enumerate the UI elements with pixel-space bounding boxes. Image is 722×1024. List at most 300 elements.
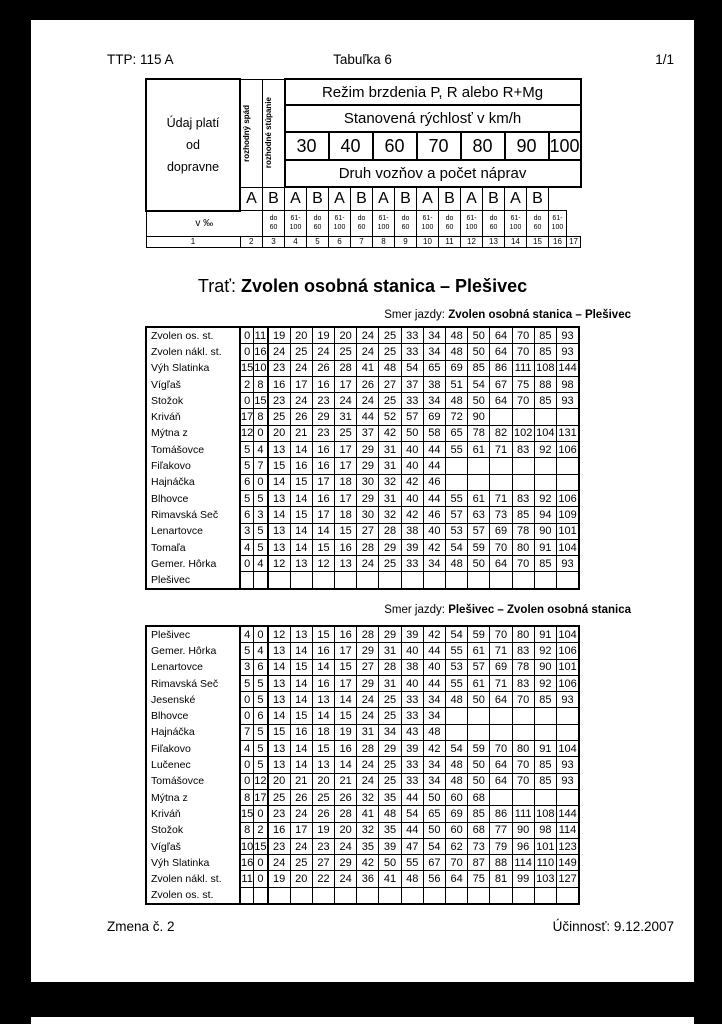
time-value: 32 xyxy=(379,507,401,523)
time-value xyxy=(512,708,534,724)
gradient-value: 5 xyxy=(240,458,254,474)
wagon-type-a: A xyxy=(329,187,351,211)
time-value: 24 xyxy=(357,757,379,773)
time-value: 14 xyxy=(312,523,334,539)
time-value: 14 xyxy=(335,692,357,708)
table-row xyxy=(146,474,579,490)
time-value: 13 xyxy=(268,757,291,773)
time-value: 78 xyxy=(512,523,534,539)
time-value: 59 xyxy=(468,626,490,643)
time-value xyxy=(534,458,556,474)
time-value: 42 xyxy=(423,626,445,643)
time-value: 103 xyxy=(534,871,556,887)
time-value: 48 xyxy=(446,692,468,708)
time-value xyxy=(512,724,534,740)
time-value: 32 xyxy=(357,789,379,805)
speed-40: 40 xyxy=(329,132,373,160)
unit-permille: v ‰ xyxy=(146,211,263,237)
time-value: 55 xyxy=(446,675,468,691)
time-value: 79 xyxy=(490,838,512,854)
time-value: 114 xyxy=(512,855,534,871)
time-value: 25 xyxy=(379,757,401,773)
gradient-value: 12 xyxy=(254,773,268,789)
column-number: 17 xyxy=(566,236,580,247)
time-value: 42 xyxy=(423,741,445,757)
station-name: Jesenské xyxy=(146,692,240,708)
time-value xyxy=(335,572,357,589)
time-value: 24 xyxy=(290,393,312,409)
time-value: 90 xyxy=(534,659,556,675)
time-value: 44 xyxy=(423,442,445,458)
time-value: 12 xyxy=(268,626,291,643)
time-value: 33 xyxy=(401,708,423,724)
axle-count-sub_b: 61- 100 xyxy=(505,211,527,237)
time-value xyxy=(446,724,468,740)
time-value: 64 xyxy=(490,773,512,789)
column-number: 1 xyxy=(146,236,240,247)
axle-count-sub_a: do 60 xyxy=(307,211,329,237)
time-value xyxy=(556,724,579,740)
druh-label: Druh vozňov a počet náprav xyxy=(285,160,581,187)
time-value xyxy=(534,474,556,490)
time-value: 44 xyxy=(423,675,445,691)
time-value: 91 xyxy=(534,741,556,757)
table-row xyxy=(146,393,579,409)
time-value: 65 xyxy=(446,425,468,441)
time-value: 30 xyxy=(357,474,379,490)
time-value: 20 xyxy=(335,327,357,344)
time-value xyxy=(468,724,490,740)
time-value: 16 xyxy=(312,442,334,458)
time-value: 93 xyxy=(556,757,579,773)
time-value xyxy=(512,409,534,425)
station-name: Lučenec xyxy=(146,757,240,773)
time-value: 24 xyxy=(290,360,312,376)
time-value: 101 xyxy=(534,838,556,854)
station-name: Gemer. Hôrka xyxy=(146,643,240,659)
time-value: 31 xyxy=(379,675,401,691)
station-name: Plešivec xyxy=(146,572,240,589)
gradient-value: 11 xyxy=(240,871,254,887)
table-row xyxy=(146,724,579,740)
time-value: 36 xyxy=(357,871,379,887)
time-value: 14 xyxy=(312,659,334,675)
wagon-type-b: B xyxy=(263,187,285,211)
column-number: 5 xyxy=(307,236,329,247)
time-value: 77 xyxy=(490,822,512,838)
time-value: 90 xyxy=(534,523,556,539)
time-value: 31 xyxy=(379,490,401,506)
station-name: Tomášovce xyxy=(146,773,240,789)
time-value: 42 xyxy=(357,855,379,871)
time-value: 93 xyxy=(556,327,579,344)
time-value: 14 xyxy=(290,675,312,691)
axle-count-sub_a: do 60 xyxy=(351,211,373,237)
time-value xyxy=(312,572,334,589)
station-name: Blhovce xyxy=(146,708,240,724)
time-value: 24 xyxy=(312,344,334,360)
station-name: Zvolen nákl. st. xyxy=(146,344,240,360)
gradient-value: 5 xyxy=(254,692,268,708)
gradient-value: 2 xyxy=(240,376,254,392)
column-number: 7 xyxy=(351,236,373,247)
time-value: 64 xyxy=(490,393,512,409)
gradient-value: 3 xyxy=(240,659,254,675)
time-value: 16 xyxy=(290,458,312,474)
time-value: 85 xyxy=(534,327,556,344)
time-value: 28 xyxy=(379,523,401,539)
time-value: 25 xyxy=(379,327,401,344)
time-value: 18 xyxy=(335,507,357,523)
time-value: 39 xyxy=(401,741,423,757)
table-row xyxy=(146,855,579,871)
table-row xyxy=(146,458,579,474)
time-value: 70 xyxy=(490,539,512,555)
table-row xyxy=(146,887,579,904)
wagon-type-a: A xyxy=(285,187,307,211)
time-value: 14 xyxy=(335,757,357,773)
time-value: 59 xyxy=(468,539,490,555)
gradient-value: 0 xyxy=(254,806,268,822)
time-value: 43 xyxy=(401,724,423,740)
time-value: 80 xyxy=(512,741,534,757)
time-value: 21 xyxy=(335,773,357,789)
time-value: 85 xyxy=(534,344,556,360)
time-value xyxy=(556,572,579,589)
gradient-value: 0 xyxy=(254,626,268,643)
time-value: 85 xyxy=(534,692,556,708)
station-name: Výh Slatinka xyxy=(146,855,240,871)
time-value xyxy=(468,708,490,724)
station-name: Fiľakovo xyxy=(146,458,240,474)
timetable-direction-1 xyxy=(145,326,580,590)
time-value: 48 xyxy=(446,556,468,572)
time-value: 17 xyxy=(335,675,357,691)
gradient-value: 7 xyxy=(254,458,268,474)
speed-80: 80 xyxy=(461,132,505,160)
station-name: Stožok xyxy=(146,822,240,838)
time-value: 48 xyxy=(446,393,468,409)
time-value xyxy=(446,708,468,724)
time-value: 33 xyxy=(401,757,423,773)
time-value: 73 xyxy=(468,838,490,854)
col-rozhodne-stupanie: rozhodné stúpanie xyxy=(264,97,273,169)
time-value: 64 xyxy=(446,871,468,887)
station-name: Zvolen nákl. st. xyxy=(146,871,240,887)
time-value xyxy=(468,474,490,490)
time-value: 16 xyxy=(335,741,357,757)
time-value: 109 xyxy=(556,507,579,523)
time-value xyxy=(446,458,468,474)
time-value: 111 xyxy=(512,360,534,376)
time-value: 24 xyxy=(335,838,357,854)
time-value xyxy=(534,789,556,805)
table-row xyxy=(146,327,579,344)
time-value xyxy=(268,572,291,589)
speed-100: 100 xyxy=(549,132,581,160)
gradient-value: 4 xyxy=(254,643,268,659)
time-value xyxy=(490,724,512,740)
time-value: 28 xyxy=(379,659,401,675)
time-value: 83 xyxy=(512,675,534,691)
time-value: 60 xyxy=(446,789,468,805)
time-value: 60 xyxy=(446,822,468,838)
station-name: Zvolen os. st. xyxy=(146,327,240,344)
time-value: 31 xyxy=(379,458,401,474)
wagon-type-b: B xyxy=(351,187,373,211)
time-value: 52 xyxy=(379,409,401,425)
time-value: 57 xyxy=(468,523,490,539)
time-value: 65 xyxy=(423,806,445,822)
time-value: 88 xyxy=(490,855,512,871)
time-value: 16 xyxy=(268,376,291,392)
regime-title: Režim brzdenia P, R alebo R+Mg xyxy=(285,79,581,105)
time-value: 71 xyxy=(490,442,512,458)
time-value: 13 xyxy=(268,741,291,757)
time-value: 19 xyxy=(268,871,291,887)
time-value: 93 xyxy=(556,344,579,360)
time-value: 53 xyxy=(446,523,468,539)
time-value: 78 xyxy=(512,659,534,675)
time-value xyxy=(446,572,468,589)
time-value: 14 xyxy=(290,757,312,773)
time-value: 75 xyxy=(512,376,534,392)
table-row xyxy=(146,643,579,659)
time-value: 93 xyxy=(556,773,579,789)
time-value: 17 xyxy=(335,643,357,659)
time-value: 23 xyxy=(268,360,291,376)
time-value: 85 xyxy=(534,393,556,409)
time-value: 85 xyxy=(468,360,490,376)
time-value: 70 xyxy=(512,327,534,344)
time-value: 57 xyxy=(468,659,490,675)
time-value: 24 xyxy=(268,344,291,360)
time-value xyxy=(423,887,445,904)
gradient-value xyxy=(254,572,268,589)
table-row xyxy=(146,556,579,572)
time-value: 34 xyxy=(423,708,445,724)
time-value: 19 xyxy=(312,327,334,344)
time-value: 27 xyxy=(357,523,379,539)
axle-count-sub_b: 61- 100 xyxy=(329,211,351,237)
gradient-value: 0 xyxy=(240,393,254,409)
time-value: 15 xyxy=(290,507,312,523)
time-value: 26 xyxy=(335,789,357,805)
time-value: 92 xyxy=(534,490,556,506)
time-value: 14 xyxy=(290,643,312,659)
time-value xyxy=(468,458,490,474)
time-value: 44 xyxy=(401,789,423,805)
gradient-value: 0 xyxy=(240,327,254,344)
column-number: 16 xyxy=(549,236,567,247)
time-value: 25 xyxy=(379,344,401,360)
time-value: 98 xyxy=(556,376,579,392)
time-value xyxy=(357,572,379,589)
gradient-value: 6 xyxy=(240,507,254,523)
gradient-value: 5 xyxy=(254,675,268,691)
gradient-value: 0 xyxy=(254,425,268,441)
time-value: 19 xyxy=(312,822,334,838)
time-value: 20 xyxy=(335,822,357,838)
time-value: 50 xyxy=(468,757,490,773)
time-value: 42 xyxy=(401,474,423,490)
time-value: 33 xyxy=(401,344,423,360)
time-value: 80 xyxy=(512,626,534,643)
time-value: 41 xyxy=(357,360,379,376)
time-value xyxy=(423,572,445,589)
gradient-value: 16 xyxy=(240,855,254,871)
gradient-value: 12 xyxy=(240,425,254,441)
time-value: 38 xyxy=(423,376,445,392)
time-value: 34 xyxy=(423,393,445,409)
time-value: 25 xyxy=(268,409,291,425)
gradient-value: 5 xyxy=(254,741,268,757)
time-value: 68 xyxy=(468,789,490,805)
time-value: 23 xyxy=(312,393,334,409)
station-name: Plešivec xyxy=(146,626,240,643)
time-value: 46 xyxy=(423,507,445,523)
time-value: 32 xyxy=(379,474,401,490)
time-value: 25 xyxy=(290,344,312,360)
time-value: 31 xyxy=(335,409,357,425)
station-name: Tomášovce xyxy=(146,442,240,458)
time-value: 12 xyxy=(312,556,334,572)
time-value: 23 xyxy=(312,838,334,854)
time-value: 13 xyxy=(268,490,291,506)
time-value: 70 xyxy=(512,692,534,708)
time-value: 69 xyxy=(423,409,445,425)
gradient-value: 15 xyxy=(254,838,268,854)
time-value: 32 xyxy=(357,822,379,838)
time-value: 42 xyxy=(423,539,445,555)
time-value: 93 xyxy=(556,692,579,708)
table-row xyxy=(146,822,579,838)
time-value: 34 xyxy=(423,556,445,572)
time-value: 24 xyxy=(357,344,379,360)
footer-zmena: Zmena č. 2 xyxy=(107,919,175,934)
gradient-value: 5 xyxy=(254,523,268,539)
time-value: 50 xyxy=(468,556,490,572)
table-row xyxy=(146,626,579,643)
time-value: 44 xyxy=(401,822,423,838)
time-value: 23 xyxy=(268,838,291,854)
time-value xyxy=(512,572,534,589)
station-name: Kriváň xyxy=(146,409,240,425)
time-value xyxy=(468,887,490,904)
time-value: 25 xyxy=(379,393,401,409)
time-value: 48 xyxy=(401,871,423,887)
time-value: 44 xyxy=(423,458,445,474)
time-value: 85 xyxy=(534,773,556,789)
time-value xyxy=(379,887,401,904)
time-value: 24 xyxy=(357,393,379,409)
time-value: 13 xyxy=(290,556,312,572)
gradient-value: 0 xyxy=(240,556,254,572)
time-value: 29 xyxy=(357,442,379,458)
time-value: 25 xyxy=(379,692,401,708)
time-value xyxy=(512,789,534,805)
table-row xyxy=(146,425,579,441)
time-value: 104 xyxy=(556,626,579,643)
time-value: 15 xyxy=(335,659,357,675)
time-value: 123 xyxy=(556,838,579,854)
time-value: 33 xyxy=(401,692,423,708)
time-value xyxy=(534,572,556,589)
header-ttp: TTP: 115 A xyxy=(107,52,174,67)
time-value: 91 xyxy=(534,626,556,643)
time-value: 13 xyxy=(312,757,334,773)
table-row xyxy=(146,523,579,539)
time-value: 14 xyxy=(268,507,291,523)
station-name: Gemer. Hôrka xyxy=(146,556,240,572)
time-value: 15 xyxy=(268,724,291,740)
table-row xyxy=(146,539,579,555)
time-value xyxy=(534,887,556,904)
time-value: 94 xyxy=(534,507,556,523)
time-value: 78 xyxy=(468,425,490,441)
time-value: 24 xyxy=(268,855,291,871)
table-row xyxy=(146,376,579,392)
time-value: 64 xyxy=(490,692,512,708)
time-value: 14 xyxy=(268,708,291,724)
gradient-value: 15 xyxy=(240,806,254,822)
time-value: 31 xyxy=(379,643,401,659)
time-value: 29 xyxy=(335,855,357,871)
time-value: 47 xyxy=(401,838,423,854)
gradient-value xyxy=(254,887,268,904)
time-value: 86 xyxy=(490,360,512,376)
table-row xyxy=(146,757,579,773)
axle-count-sub_a: do 60 xyxy=(263,211,285,237)
time-value: 48 xyxy=(379,806,401,822)
smer-label-2: Smer jazdy: Plešivec – Zvolen osobná stanica xyxy=(384,604,631,616)
gradient-value: 11 xyxy=(254,327,268,344)
time-value: 27 xyxy=(312,855,334,871)
time-value: 15 xyxy=(290,708,312,724)
time-value: 17 xyxy=(335,458,357,474)
table-row xyxy=(146,360,579,376)
time-value: 80 xyxy=(512,539,534,555)
time-value: 31 xyxy=(379,442,401,458)
time-value: 81 xyxy=(490,871,512,887)
station-name: Lenartovce xyxy=(146,659,240,675)
time-value: 38 xyxy=(401,659,423,675)
time-value: 54 xyxy=(468,376,490,392)
time-value: 70 xyxy=(512,344,534,360)
time-value: 15 xyxy=(335,523,357,539)
udaj-cell: Údaj platí od dopravne xyxy=(146,79,240,211)
time-value: 24 xyxy=(357,708,379,724)
time-value: 92 xyxy=(534,675,556,691)
gradient-value: 17 xyxy=(254,789,268,805)
gradient-value: 4 xyxy=(240,539,254,555)
time-value xyxy=(490,409,512,425)
time-value: 14 xyxy=(290,490,312,506)
gradient-value: 5 xyxy=(240,442,254,458)
time-value: 14 xyxy=(312,708,334,724)
time-value: 64 xyxy=(490,757,512,773)
time-value: 29 xyxy=(379,741,401,757)
time-value: 55 xyxy=(401,855,423,871)
time-value xyxy=(534,724,556,740)
station-name: Vígľaš xyxy=(146,376,240,392)
time-value: 41 xyxy=(357,806,379,822)
axle-count-sub_b: 61- 100 xyxy=(549,211,567,237)
gradient-value: 16 xyxy=(254,344,268,360)
time-value: 29 xyxy=(379,626,401,643)
time-value: 29 xyxy=(357,675,379,691)
time-value: 54 xyxy=(446,539,468,555)
